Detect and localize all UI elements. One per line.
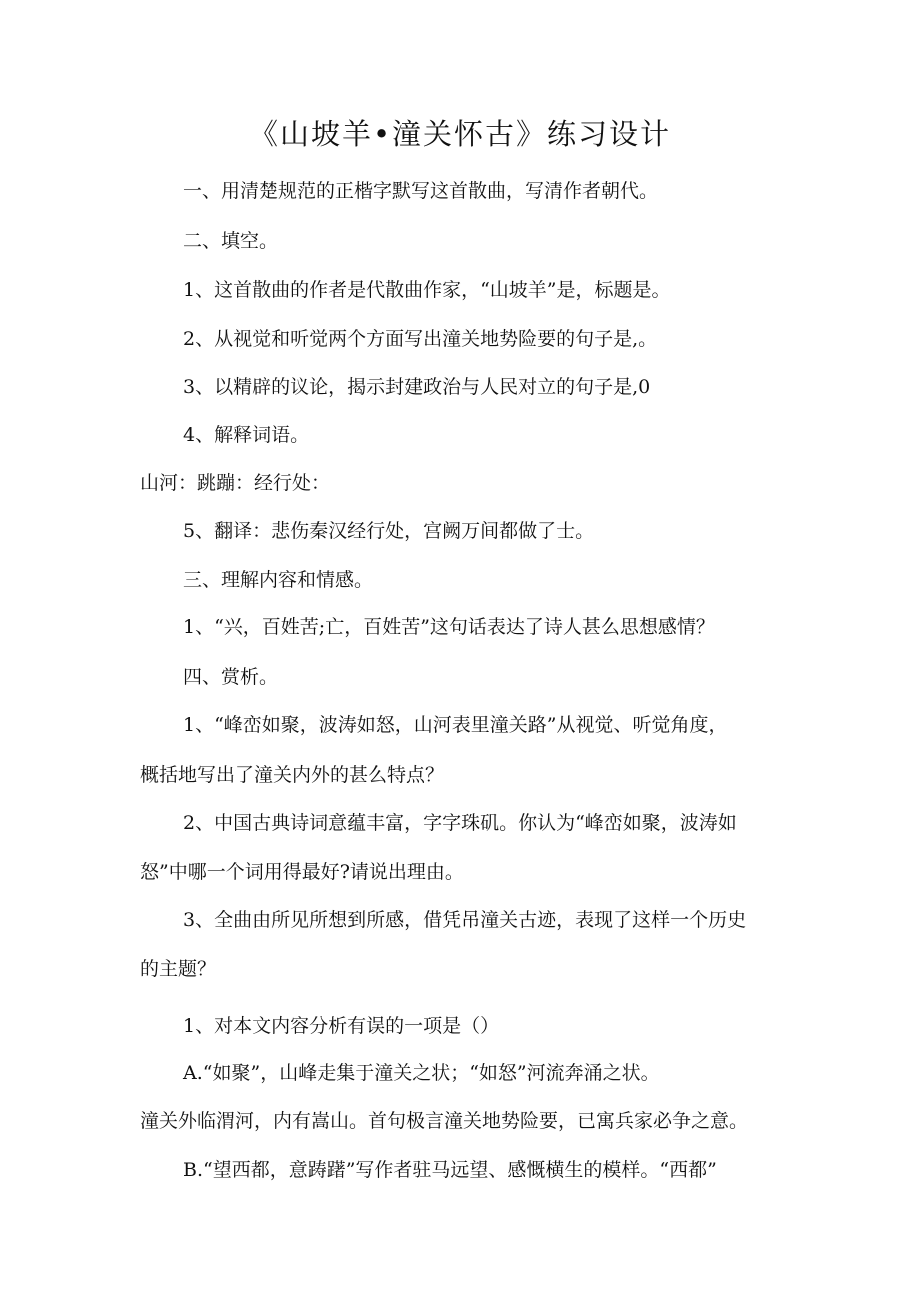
choice-question-1: 1、对本文内容分析有误的一项是（）: [183, 1015, 500, 1037]
choice-option-a: A.“如聚”，山峰走集于潼关之状；“如怒”河流奔涌之状。: [183, 1062, 660, 1084]
section-1-heading: 一、用清楚规范的正楷字默写这首散曲，写清作者朝代。: [183, 180, 659, 202]
fill-question-4: 4、解释词语。: [183, 424, 310, 446]
appreciation-question-2: 2、中国古典诗词意蕴丰富，字字珠矶。你认为“峰峦如聚，波涛如: [183, 812, 737, 834]
vocabulary-terms: 山河：跳蹦：经行处：: [140, 472, 331, 494]
fill-question-3: 3、以精辟的议论，揭示封建政治与人民对立的句子是,0: [183, 376, 651, 398]
appreciation-question-1: 1、“峰峦如聚，波涛如怒，山河表里潼关路”从视觉、听觉角度，: [183, 714, 728, 736]
section-4-heading: 四、赏析。: [183, 666, 279, 688]
fill-question-5: 5、翻译：悲伤秦汉经行处，宫阙万间都做了士。: [183, 520, 595, 542]
understanding-question-1: 1、“兴，百姓苦;亡，百姓苦”这句话表达了诗人甚么思想感情？: [183, 616, 715, 638]
fill-question-1: 1、这首散曲的作者是代散曲作家，“山坡羊”是，标题是。: [183, 279, 671, 301]
choice-option-a-cont: 潼关外临渭河，内有嵩山。首句极言潼关地势险要，已寓兵家必争之意。: [140, 1110, 749, 1132]
choice-option-b: B.“望西都，意踌躇”写作者驻马远望、感慨横生的模样。“西都”: [183, 1159, 717, 1181]
page-title: 《山坡羊•潼关怀古》练习设计: [248, 117, 672, 151]
appreciation-question-3: 3、全曲由所见所想到所感，借凭吊潼关古迹，表现了这样一个历史: [183, 909, 747, 931]
appreciation-question-2-cont: 怒”中哪一个词用得最好?请说出理由。: [140, 861, 464, 883]
appreciation-question-3-cont: 的主题？: [140, 958, 217, 980]
appreciation-question-1-cont: 概括地写出了潼关内外的甚么特点？: [140, 764, 445, 786]
fill-question-2: 2、从视觉和听觉两个方面写出潼关地势险要的句子是,。: [183, 328, 658, 350]
section-2-heading: 二、填空。: [183, 230, 279, 252]
section-3-heading: 三、理解内容和情感。: [183, 569, 374, 591]
